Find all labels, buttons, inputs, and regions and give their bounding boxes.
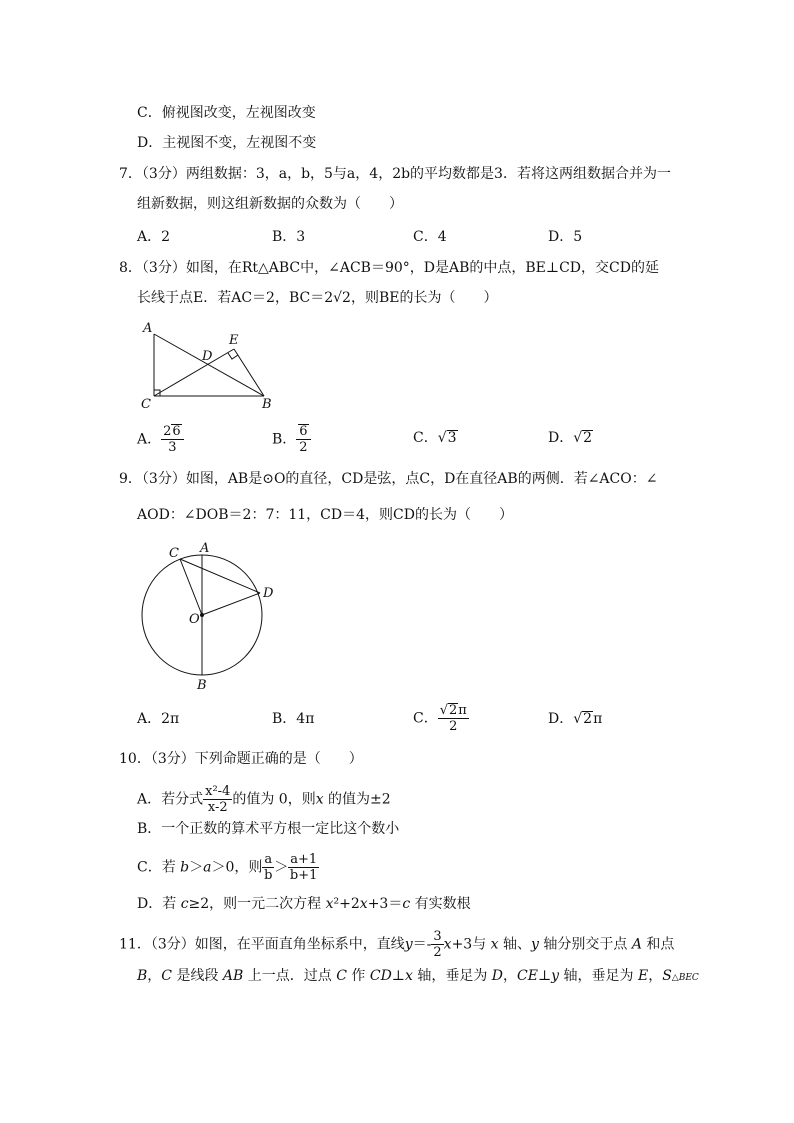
q11-stem-line1: 11．（3分）如图，在平面直角坐标系中，直线y＝- $\frac{3}{2}$ x+3与 x 轴、y 轴分别交于点 A 和点 [119,929,675,960]
q8-label-c: C [141,397,151,412]
q9-option-c: C． $\frac{√2\pi}{2}$ [413,703,467,734]
q7-option-c: C．4 [413,229,447,245]
q7-option-b: B．3 [272,229,306,245]
q8-label-d: D [202,349,213,364]
q9-label-d: D [263,586,274,601]
q10-option-a: A．若分式 $\frac{\text{x²-4}}{x-2}$ 的值为 0，则x 的值为±2 [137,784,391,815]
q8-triangle-figure [138,318,283,413]
q8-segment-be [234,349,264,396]
q7-stem-line1: 7．（3分）两组数据：3，a，b，5与a，4，2b的平均数都是3．若将这两组数据合并为一 [119,166,671,182]
q11-stem-line2: B，C 是线段 AB 上一点．过点 C 作 CD⊥x 轴，垂足为 D，CE⊥y 轴，垂足为 E，S△BEC [137,968,699,984]
q8-stem-line2: 长线于点E．若AC＝2，BC＝2√2，则BE的长为（ ） [137,290,498,306]
q10-option-d: D．若 c≥2，则一元二次方程 x²+2x+3＝c 有实数根 [137,896,471,912]
q7-option-d: D．5 [548,229,583,245]
q6-option-c: C．俯视图改变，左视图改变 [137,105,316,121]
q6-option-d: D．主视图不变，左视图不变 [137,135,317,151]
q8-option-b: B． $\frac{6}{2}$ [272,424,311,455]
q9-option-d: D．√2π [548,711,603,727]
q9-option-a: A．2π [137,711,180,727]
q9-stem-line2: AOD：∠DOB＝2：7：11，CD＝4，则CD的长为（ ） [137,507,513,523]
q9-label-a: A [200,541,210,556]
q9-segment-do [202,593,260,615]
q9-circle-figure [138,540,283,695]
q9-label-b: B [197,678,207,693]
q9-option-b: B．4π [272,711,315,727]
q10-stem: 10．（3分）下列命题正确的是（ ） [119,751,363,767]
q8-stem-line1: 8．（3分）如图，在Rt△ABC中，∠ACB＝90°，D是AB的中点，BE⊥CD，交CD的延 [119,260,659,276]
q8-label-a: A [143,321,153,336]
q8-option-d: D．√2 [548,430,593,446]
q7-stem-line2: 组新数据，则这组新数据的众数为（ ） [137,196,403,212]
q9-label-c: C [169,546,179,561]
q8-option-a: A． $\frac{26}{3}$ [137,424,184,455]
q8-option-c: C．√3 [413,430,457,446]
q7-option-a: A．2 [137,229,171,245]
q9-label-o: O [189,612,200,627]
q9-stem-line1: 9．（3分）如图，AB是⊙O的直径，CD是弦，点C，D在直径AB的两侧．若∠ACO：∠ [119,471,658,487]
q10-option-c: C．若 b＞a＞0，则 $\frac{a}{b}$ ＞ $\frac{a+1}{b+1}$ [137,852,318,883]
q8-label-b: B [262,397,272,412]
q8-right-angle-e [228,353,238,359]
q10-option-b: B．一个正数的算术平方根一定比这个数小 [137,821,400,837]
q8-label-e: E [229,333,239,348]
q9-center-o [200,613,204,617]
